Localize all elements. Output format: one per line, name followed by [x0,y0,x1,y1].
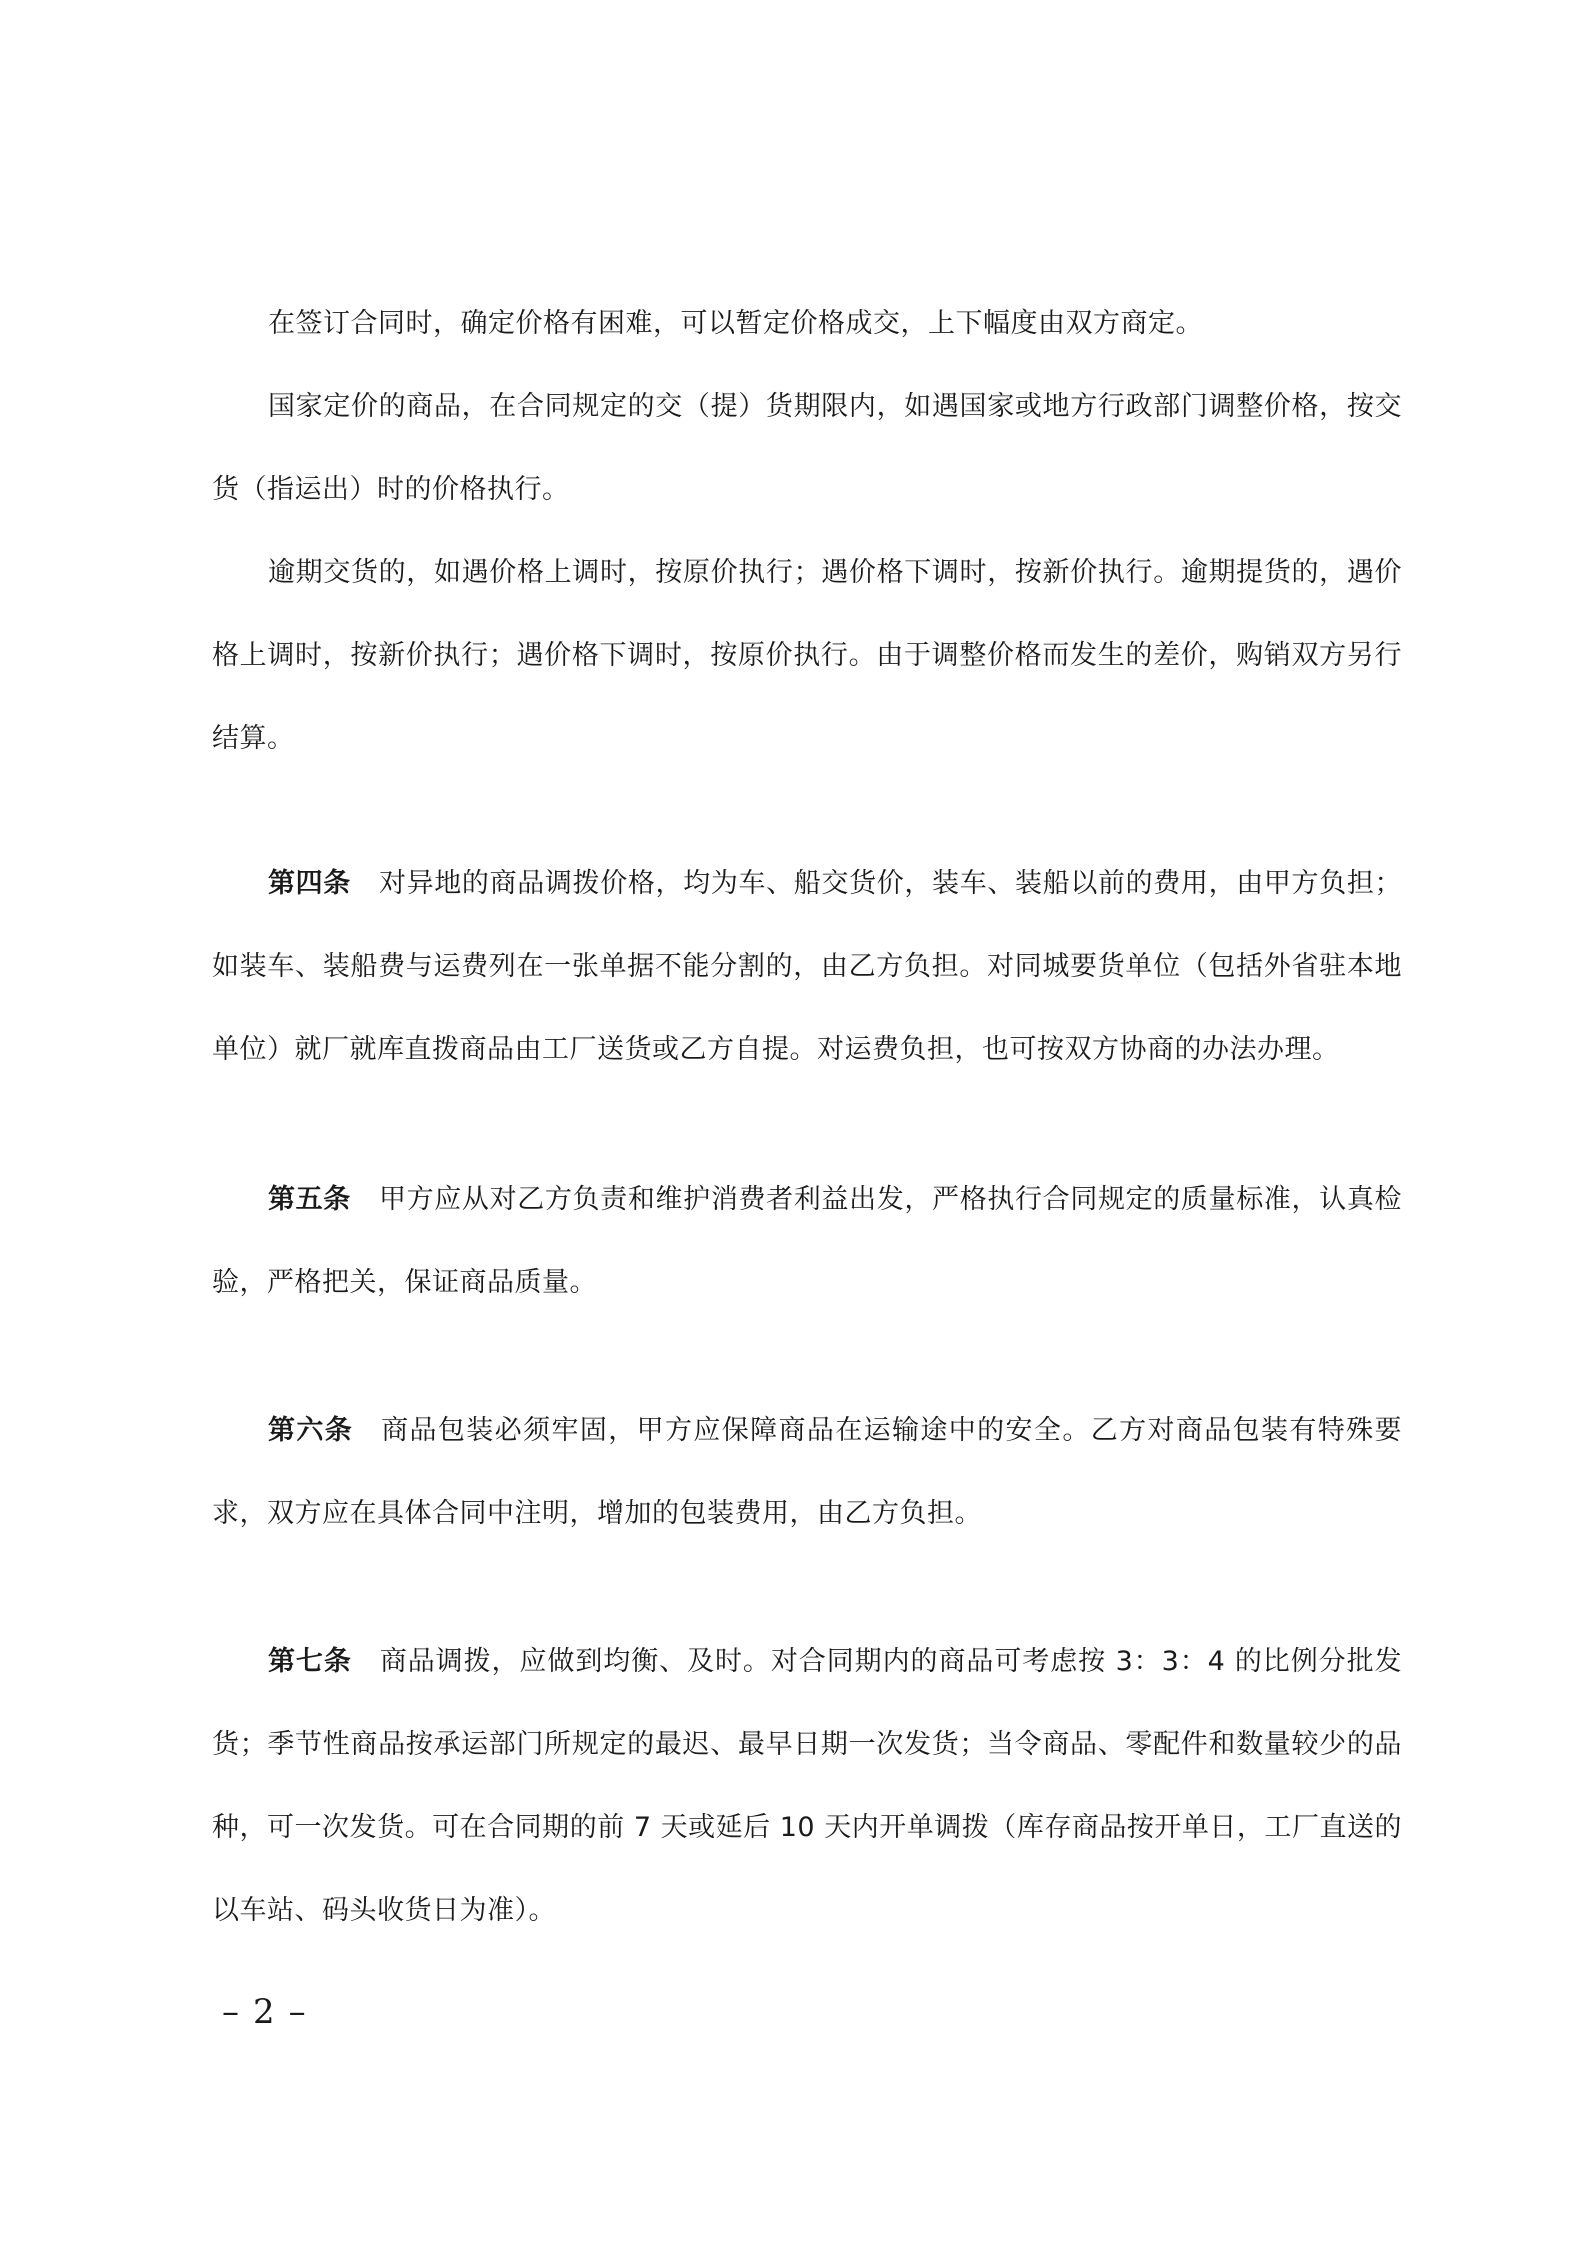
paragraph-state-pricing: 国家定价的商品，在合同规定的交（提）货期限内，如遇国家或地方行政部门调整价格，按交货（指运出）时的价格执行。 [212,391,1402,505]
article-5-title: 第五条 [268,1184,351,1215]
article-5-text: 甲方应从对乙方负责和维护消费者利益出发，严格执行合同规定的质量标准，认真检验，严格把关，保证商品质量。 [212,1184,1403,1298]
page-footer [210,1992,320,2032]
footer-dash-left: – [222,1992,241,2032]
footer-dash-right: – [288,1992,308,2032]
paragraph-provisional-price: 在签订合同时，确定价格有困难，可以暂定价格成交，上下幅度由双方商定。 [268,308,1203,339]
article-4-text: 对异地的商品调拨价格，均为车、船交货价，装车、装船以前的费用，由甲方负担；如装车、装船费与运费列在一张单据不能分割的，由乙方负担。对同城要货单位（包括外省驻本地单位）就厂就库直拨商品由工厂送货或乙方自提。对运费负担，也可按双方协商的办法办理。 [212,868,1403,1065]
article-7-title: 第七条 [268,1646,352,1677]
paragraph-overdue-delivery: 逾期交货的，如遇价格上调时，按原价执行；遇价格下调时，按新价执行。逾期提货的，遇价格上调时，按新价执行；遇价格下调时，按原价执行。由于调整价格而发生的差价，购销双方另行结算。 [212,557,1402,754]
article-5 [212,1158,1402,1324]
article-6-title: 第六条 [268,1415,354,1446]
article-7 [212,1620,1402,1952]
article-6 [212,1389,1402,1555]
page-number: 2 [253,1992,277,2032]
pricing-paragraphs [212,282,1402,780]
article-6-text: 商品包装必须牢固，甲方应保障商品在运输途中的安全。乙方对商品包装有特殊要求，双方应在具体合同中注明，增加的包装费用，由乙方负担。 [212,1415,1403,1529]
article-4 [212,842,1402,1091]
article-7-text: 商品调拨，应做到均衡、及时。对合同期内的商品可考虑按 3：3：4 的比例分批发货；季节性商品按承运部门所规定的最迟、最早日期一次发货；当令商品、零配件和数量较少的品种，可一次发货。可在合同期的前 7 天或延后 10 天内开单调拨（库存商品按开单日，工厂直送的以车站、码头收货日为准）。 [212,1646,1403,1926]
article-4-title: 第四条 [268,868,351,899]
